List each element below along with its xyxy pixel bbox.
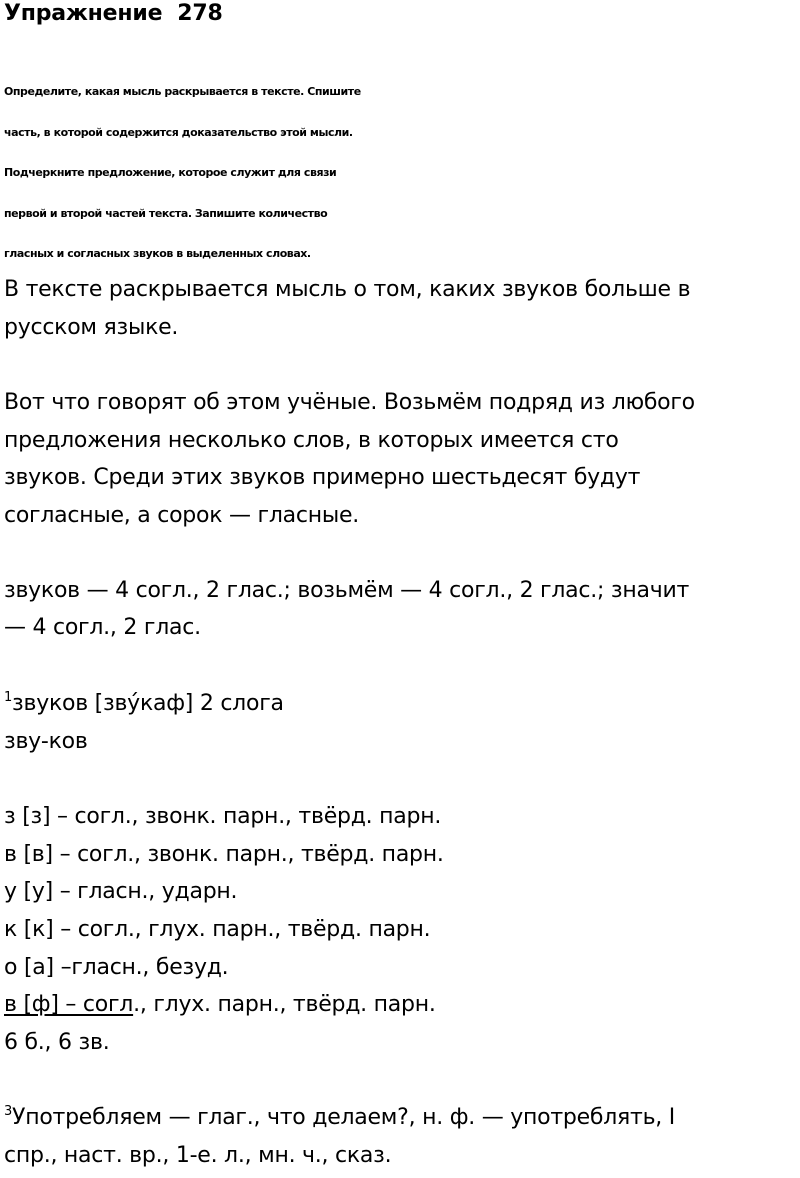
copied-text-line: звуков. Среди этих звуков примерно шестьдесят будут [4,465,641,490]
task-text [4,72,800,275]
footnote-marker: 3 [4,1104,13,1119]
morphology-line [4,1104,675,1132]
sound-line: к [к] – согл., глух. парн., твёрд. парн. [4,917,431,942]
sound-line: у [у] – гласн., ударн. [4,879,238,904]
sound-line: о [а] –гласн., безуд. [4,955,229,980]
footnote-marker: 1 [4,690,13,705]
sound-count-line: — 4 согл., 2 глас. [4,615,201,640]
sound-line: з [з] – согл., звонк. парн., твёрд. парн. [4,804,442,829]
sound-line: в [в] – согл., звонк. парн., твёрд. парн. [4,842,444,867]
morphology-line: спр., наст. вр., 1-е. л., мн. ч., сказ. [4,1143,392,1168]
task-line: Определите, какая мысль раскрывается в тексте. Спишите [4,85,361,98]
task-line: первой и второй частей текста. Запишите количество [4,206,328,220]
phonetic-header [4,690,284,718]
exercise-title: Упражнение 278 [4,1,223,26]
answer-thought-line: В тексте раскрывается мысль о том, каких звуков больше в [4,277,691,302]
sound-total: 6 б., 6 зв. [4,1030,110,1055]
copied-text-line: согласные, а сорок — гласные. [4,503,359,528]
task-line: часть, в которой содержится доказательство этой мысли. [4,125,353,139]
copied-text-line: предложения несколько слов, в которых имеется сто [4,428,619,453]
task-line: Подчеркните предложение, которое служит для связи [4,166,337,179]
sound-line-rest: ., глух. парн., твёрд. парн. [133,992,436,1017]
copied-text-line: Вот что говорят об этом учёные. Возьмём подряд из любого [4,390,695,415]
exercise-page [4,0,796,1178]
underlined-sound: в [ф] – согл [4,992,134,1017]
answer-thought-line: русском языке. [4,315,179,340]
sound-count-line: звуков — 4 согл., 2 глас.; возьмём — 4 согл., 2 глас.; значит [4,578,690,603]
morphology-text: Употребляем — глаг., что делаем?, н. ф. — употреблять, I [12,1105,676,1130]
task-line: гласных и согласных звуков в выделенных словах. [4,247,311,260]
syllable-split: зву-ков [4,729,88,754]
sound-line [4,991,436,1019]
phonetic-header-text: звуков [зву́каф] 2 слога [12,691,284,716]
